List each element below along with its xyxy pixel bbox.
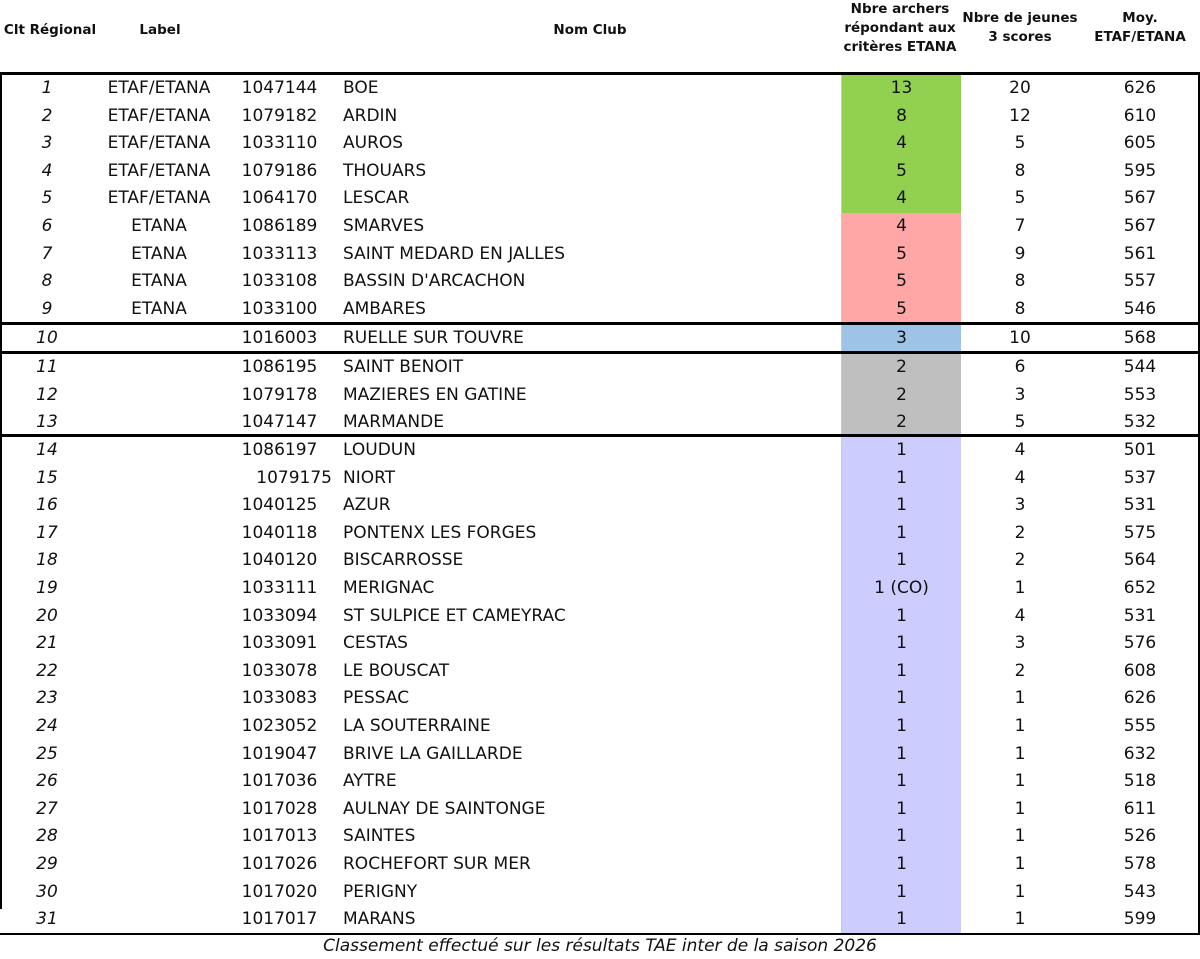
table-top-border <box>0 72 1200 75</box>
jeunes-count-cell: 5 <box>1014 412 1026 433</box>
average-score-cell: 501 <box>1123 440 1157 460</box>
archers-count-cell: 4 <box>841 130 961 158</box>
label-cell <box>94 906 224 934</box>
jeunes-count-cell: 1 <box>1014 909 1026 930</box>
header-jeunes <box>960 9 1080 47</box>
label-cell: ETANA <box>131 216 187 236</box>
archers-count-cell: 1 <box>841 741 961 769</box>
club-name-cell: NIORT <box>343 467 396 488</box>
club-name-cell: BRIVE LA GAILLARDE <box>343 743 523 764</box>
header-rank: Clt Régional <box>3 22 97 38</box>
archers-count-cell: 1 <box>841 492 961 520</box>
club-code-cell: 1017036 <box>241 771 318 792</box>
rank-cell: 28 <box>36 826 58 847</box>
table-row <box>0 325 1200 353</box>
jeunes-count-cell: 1 <box>1014 688 1026 709</box>
average-score-cell: 518 <box>1123 771 1157 792</box>
rank-cell: 7 <box>41 243 53 264</box>
average-score-cell: 626 <box>1123 78 1157 98</box>
rank-cell: 6 <box>41 216 53 236</box>
club-code-cell: 1086189 <box>241 216 318 236</box>
club-name-cell: AMBARES <box>343 298 426 319</box>
average-score-cell: 610 <box>1123 105 1157 126</box>
average-score-cell: 561 <box>1123 243 1157 264</box>
archers-count-cell: 1 <box>841 768 961 796</box>
jeunes-count-cell: 1 <box>1014 798 1026 819</box>
label-cell <box>94 768 224 796</box>
archers-count-cell: 4 <box>841 213 961 241</box>
jeunes-count-cell: 8 <box>1014 160 1026 181</box>
club-name-cell: RUELLE SUR TOUVRE <box>343 328 524 348</box>
average-score-cell: 626 <box>1123 688 1157 709</box>
club-name-cell: BISCARROSSE <box>343 550 464 571</box>
rank-cell: 2 <box>41 105 53 126</box>
archers-count-cell: 2 <box>841 382 961 410</box>
average-score-cell: 553 <box>1123 384 1157 405</box>
club-code-cell: 1033100 <box>241 298 318 319</box>
header-archers-line-2: répondant aux <box>844 20 956 36</box>
rank-cell: 18 <box>36 550 58 571</box>
table-row <box>0 492 1200 520</box>
average-score-cell: 531 <box>1123 495 1157 516</box>
rank-cell: 8 <box>41 271 53 292</box>
label-cell <box>94 851 224 879</box>
label-cell <box>94 630 224 658</box>
average-score-cell: 544 <box>1123 357 1157 377</box>
rank-cell: 13 <box>36 412 58 433</box>
club-name-cell: MERIGNAC <box>343 578 435 598</box>
average-score-cell: 568 <box>1123 328 1157 348</box>
label-cell: ETANA <box>131 271 187 292</box>
label-cell <box>94 879 224 907</box>
club-name-cell: AYTRE <box>343 771 397 792</box>
average-score-cell: 557 <box>1123 271 1157 292</box>
group-divider-2 <box>0 351 1200 354</box>
club-code-cell: 1079186 <box>241 160 318 181</box>
table-row <box>0 382 1200 410</box>
jeunes-count-cell: 1 <box>1014 578 1026 598</box>
archers-count-cell: 1 <box>841 823 961 851</box>
club-code-cell: 1040118 <box>241 522 318 543</box>
club-code-cell: 1033110 <box>241 133 318 154</box>
rank-cell: 11 <box>36 357 58 377</box>
club-code-cell: 1064170 <box>241 188 318 209</box>
archers-count-cell: 5 <box>841 241 961 269</box>
label-cell: ETANA <box>131 298 187 319</box>
average-score-cell: 595 <box>1123 160 1157 181</box>
table-row <box>0 547 1200 575</box>
table-row <box>0 465 1200 493</box>
club-code-cell: 1086197 <box>241 440 318 460</box>
table-row <box>0 437 1200 465</box>
header-moy-line-1: Moy. <box>1122 10 1158 26</box>
table-row <box>0 768 1200 796</box>
table-row <box>0 75 1200 103</box>
average-score-cell: 605 <box>1123 133 1157 154</box>
archers-count-cell: 3 <box>841 325 961 353</box>
jeunes-count-cell: 3 <box>1014 384 1026 405</box>
club-code-cell: 1079175 <box>256 467 332 488</box>
rank-cell: 5 <box>41 188 53 209</box>
jeunes-count-cell: 8 <box>1014 271 1026 292</box>
archers-count-cell: 1 <box>841 796 961 824</box>
jeunes-count-cell: 20 <box>1009 78 1031 98</box>
archers-count-cell: 5 <box>841 158 961 186</box>
average-score-cell: 526 <box>1123 826 1157 847</box>
header-club: Nom Club <box>553 22 627 38</box>
average-score-cell: 611 <box>1123 798 1157 819</box>
label-cell: ETAF/ETANA <box>107 160 211 181</box>
jeunes-count-cell: 7 <box>1014 216 1026 236</box>
archers-count-cell: 1 (CO) <box>841 575 961 603</box>
rank-cell: 20 <box>36 605 58 626</box>
club-code-cell: 1033113 <box>241 243 318 264</box>
table-row <box>0 879 1200 907</box>
archers-count-cell: 5 <box>841 296 961 324</box>
archers-count-cell: 2 <box>841 409 961 437</box>
rank-cell: 15 <box>36 467 58 488</box>
club-code-cell: 1040120 <box>241 550 318 571</box>
club-code-cell: 1033078 <box>241 660 318 681</box>
header-archers <box>826 0 974 57</box>
club-code-cell: 1033108 <box>241 271 318 292</box>
table-row <box>0 185 1200 213</box>
club-code-cell: 1019047 <box>241 743 318 764</box>
archers-count-cell: 1 <box>841 603 961 631</box>
club-code-cell: 1040125 <box>241 495 318 516</box>
club-code-cell: 1023052 <box>241 716 318 736</box>
club-name-cell: CESTAS <box>343 633 408 654</box>
label-cell <box>94 741 224 769</box>
archers-count-cell: 1 <box>841 713 961 741</box>
jeunes-count-cell: 5 <box>1014 188 1026 209</box>
club-name-cell: THOUARS <box>343 160 427 181</box>
average-score-cell: 564 <box>1123 550 1157 571</box>
club-name-cell: LE BOUSCAT <box>343 660 450 681</box>
jeunes-count-cell: 4 <box>1014 605 1026 626</box>
club-code-cell: 1047147 <box>241 412 318 433</box>
table-row <box>0 630 1200 658</box>
club-name-cell: PERIGNY <box>343 881 418 902</box>
jeunes-count-cell: 2 <box>1014 660 1026 681</box>
table-row <box>0 851 1200 879</box>
label-cell <box>94 409 224 437</box>
label-cell <box>94 354 224 382</box>
archers-count-cell: 1 <box>841 520 961 548</box>
club-code-cell: 1079182 <box>241 105 318 126</box>
club-name-cell: BASSIN D'ARCACHON <box>343 271 526 292</box>
jeunes-count-cell: 10 <box>1009 328 1031 348</box>
average-score-cell: 599 <box>1123 909 1157 930</box>
rank-cell: 10 <box>36 328 58 348</box>
archers-count-cell: 5 <box>841 268 961 296</box>
club-name-cell: SMARVES <box>343 216 425 236</box>
jeunes-count-cell: 1 <box>1014 771 1026 792</box>
table-row <box>0 906 1200 934</box>
club-name-cell: SAINTES <box>343 826 416 847</box>
jeunes-count-cell: 8 <box>1014 298 1026 319</box>
label-cell: ETAF/ETANA <box>107 78 211 98</box>
label-cell: ETAF/ETANA <box>107 188 211 209</box>
rank-cell: 25 <box>36 743 58 764</box>
header-moy <box>1080 9 1200 47</box>
club-name-cell: SAINT MEDARD EN JALLES <box>343 243 566 264</box>
average-score-cell: 652 <box>1123 578 1157 598</box>
club-code-cell: 1033094 <box>241 605 318 626</box>
table-row <box>0 520 1200 548</box>
rank-cell: 30 <box>36 881 58 902</box>
label-cell <box>94 520 224 548</box>
archers-count-cell: 4 <box>841 185 961 213</box>
rank-cell: 29 <box>36 854 58 874</box>
table-row <box>0 241 1200 269</box>
group-divider-3 <box>0 434 1200 437</box>
rank-cell: 19 <box>36 578 58 598</box>
club-code-cell: 1017017 <box>241 909 318 930</box>
club-name-cell: AZUR <box>343 495 391 516</box>
rank-cell: 9 <box>41 298 53 319</box>
rank-cell: 23 <box>36 688 58 709</box>
average-score-cell: 578 <box>1123 854 1157 874</box>
table-row <box>0 268 1200 296</box>
club-name-cell: ST SULPICE ET CAMEYRAC <box>343 605 566 626</box>
label-cell: ETANA <box>131 243 187 264</box>
group-divider-1 <box>0 322 1200 325</box>
club-name-cell: BOE <box>343 78 379 98</box>
average-score-cell: 543 <box>1123 881 1157 902</box>
club-code-cell: 1047144 <box>241 78 318 98</box>
jeunes-count-cell: 2 <box>1014 522 1026 543</box>
average-score-cell: 531 <box>1123 605 1157 626</box>
table-row <box>0 103 1200 131</box>
average-score-cell: 546 <box>1123 298 1157 319</box>
header-moy-line-2: ETAF/ETANA <box>1094 29 1186 45</box>
club-code-cell: 1017013 <box>241 826 318 847</box>
club-code-cell: 1033111 <box>241 578 318 598</box>
label-cell <box>94 796 224 824</box>
rank-cell: 21 <box>36 633 58 654</box>
club-code-cell: 1086195 <box>241 357 318 377</box>
archers-count-cell: 1 <box>841 879 961 907</box>
jeunes-count-cell: 2 <box>1014 550 1026 571</box>
table-row <box>0 685 1200 713</box>
club-name-cell: PONTENX LES FORGES <box>343 522 537 543</box>
club-name-cell: AULNAY DE SAINTONGE <box>343 798 546 819</box>
label-cell <box>94 547 224 575</box>
label-cell <box>94 382 224 410</box>
footer-note: Classement effectué sur les résultats TAE inter de la saison 2026 <box>323 936 877 956</box>
archers-count-cell: 1 <box>841 437 961 465</box>
jeunes-count-cell: 1 <box>1014 881 1026 902</box>
rank-cell: 24 <box>36 716 58 736</box>
label-cell <box>94 658 224 686</box>
average-score-cell: 632 <box>1123 743 1157 764</box>
club-code-cell: 1017020 <box>241 881 318 902</box>
table-row <box>0 158 1200 186</box>
jeunes-count-cell: 3 <box>1014 495 1026 516</box>
table-row <box>0 130 1200 158</box>
header-jeunes-line-2: 3 scores <box>988 29 1052 45</box>
table-row <box>0 741 1200 769</box>
table-row <box>0 603 1200 631</box>
jeunes-count-cell: 4 <box>1014 440 1026 460</box>
club-name-cell: MARMANDE <box>343 412 444 433</box>
club-code-cell: 1016003 <box>241 328 318 348</box>
label-cell <box>94 713 224 741</box>
club-code-cell: 1017028 <box>241 798 318 819</box>
club-name-cell: MARANS <box>343 909 416 930</box>
average-score-cell: 608 <box>1123 660 1157 681</box>
rank-cell: 14 <box>36 440 58 460</box>
jeunes-count-cell: 3 <box>1014 633 1026 654</box>
label-cell <box>94 575 224 603</box>
table-row <box>0 409 1200 437</box>
label-cell <box>94 465 224 493</box>
label-cell <box>94 325 224 353</box>
table-row <box>0 296 1200 324</box>
archers-count-cell: 1 <box>841 906 961 934</box>
rank-cell: 22 <box>36 660 58 681</box>
rank-cell: 17 <box>36 522 58 543</box>
archers-count-cell: 1 <box>841 630 961 658</box>
archers-count-cell: 2 <box>841 354 961 382</box>
label-cell <box>94 437 224 465</box>
rank-cell: 3 <box>41 133 53 154</box>
rank-cell: 16 <box>36 495 58 516</box>
club-name-cell: LA SOUTERRAINE <box>343 716 491 736</box>
table-row <box>0 796 1200 824</box>
club-name-cell: LOUDUN <box>343 440 416 460</box>
average-score-cell: 576 <box>1123 633 1157 654</box>
club-name-cell: ARDIN <box>343 105 398 126</box>
club-name-cell: LESCAR <box>343 188 410 209</box>
club-name-cell: AUROS <box>343 133 404 154</box>
club-code-cell: 1033091 <box>241 633 318 654</box>
label-cell <box>94 685 224 713</box>
table-left-border <box>0 72 2 909</box>
average-score-cell: 555 <box>1123 716 1157 736</box>
table-row <box>0 575 1200 603</box>
label-cell: ETAF/ETANA <box>107 133 211 154</box>
header-jeunes-line-1: Nbre de jeunes <box>962 10 1078 26</box>
archers-count-cell: 8 <box>841 103 961 131</box>
archers-count-cell: 1 <box>841 465 961 493</box>
header-archers-line-1: Nbre archers <box>850 1 950 17</box>
table-row <box>0 658 1200 686</box>
header-archers-line-3: critères ETANA <box>843 39 957 55</box>
average-score-cell: 575 <box>1123 522 1157 543</box>
jeunes-count-cell: 4 <box>1014 467 1026 488</box>
rank-cell: 26 <box>36 771 58 792</box>
jeunes-count-cell: 5 <box>1014 133 1026 154</box>
rank-cell: 12 <box>36 384 58 405</box>
jeunes-count-cell: 9 <box>1014 243 1026 264</box>
archers-count-cell: 1 <box>841 547 961 575</box>
rank-cell: 27 <box>36 798 58 819</box>
rank-cell: 31 <box>36 909 58 930</box>
club-name-cell: MAZIERES EN GATINE <box>343 384 527 405</box>
jeunes-count-cell: 1 <box>1014 854 1026 874</box>
club-name-cell: SAINT BENOIT <box>343 357 464 377</box>
jeunes-count-cell: 1 <box>1014 716 1026 736</box>
archers-count-cell: 1 <box>841 685 961 713</box>
jeunes-count-cell: 12 <box>1009 105 1031 126</box>
jeunes-count-cell: 1 <box>1014 743 1026 764</box>
jeunes-count-cell: 1 <box>1014 826 1026 847</box>
club-name-cell: ROCHEFORT SUR MER <box>343 854 531 874</box>
average-score-cell: 567 <box>1123 188 1157 209</box>
club-name-cell: PESSAC <box>343 688 410 709</box>
archers-count-cell: 1 <box>841 851 961 879</box>
table-row <box>0 713 1200 741</box>
club-code-cell: 1079178 <box>241 384 318 405</box>
jeunes-count-cell: 6 <box>1014 357 1026 377</box>
label-cell <box>94 823 224 851</box>
table-bottom-border <box>0 933 1200 935</box>
average-score-cell: 537 <box>1123 467 1157 488</box>
table-row <box>0 213 1200 241</box>
table-row <box>0 354 1200 382</box>
rank-cell: 1 <box>41 78 53 98</box>
club-code-cell: 1033083 <box>241 688 318 709</box>
label-cell <box>94 603 224 631</box>
table-row <box>0 823 1200 851</box>
average-score-cell: 532 <box>1123 412 1157 433</box>
label-cell: ETAF/ETANA <box>107 105 211 126</box>
club-code-cell: 1017026 <box>241 854 318 874</box>
label-cell <box>94 492 224 520</box>
rank-cell: 4 <box>41 160 53 181</box>
archers-count-cell: 1 <box>841 658 961 686</box>
header-label: Label <box>139 22 181 38</box>
archers-count-cell: 13 <box>841 75 961 103</box>
average-score-cell: 567 <box>1123 216 1157 236</box>
